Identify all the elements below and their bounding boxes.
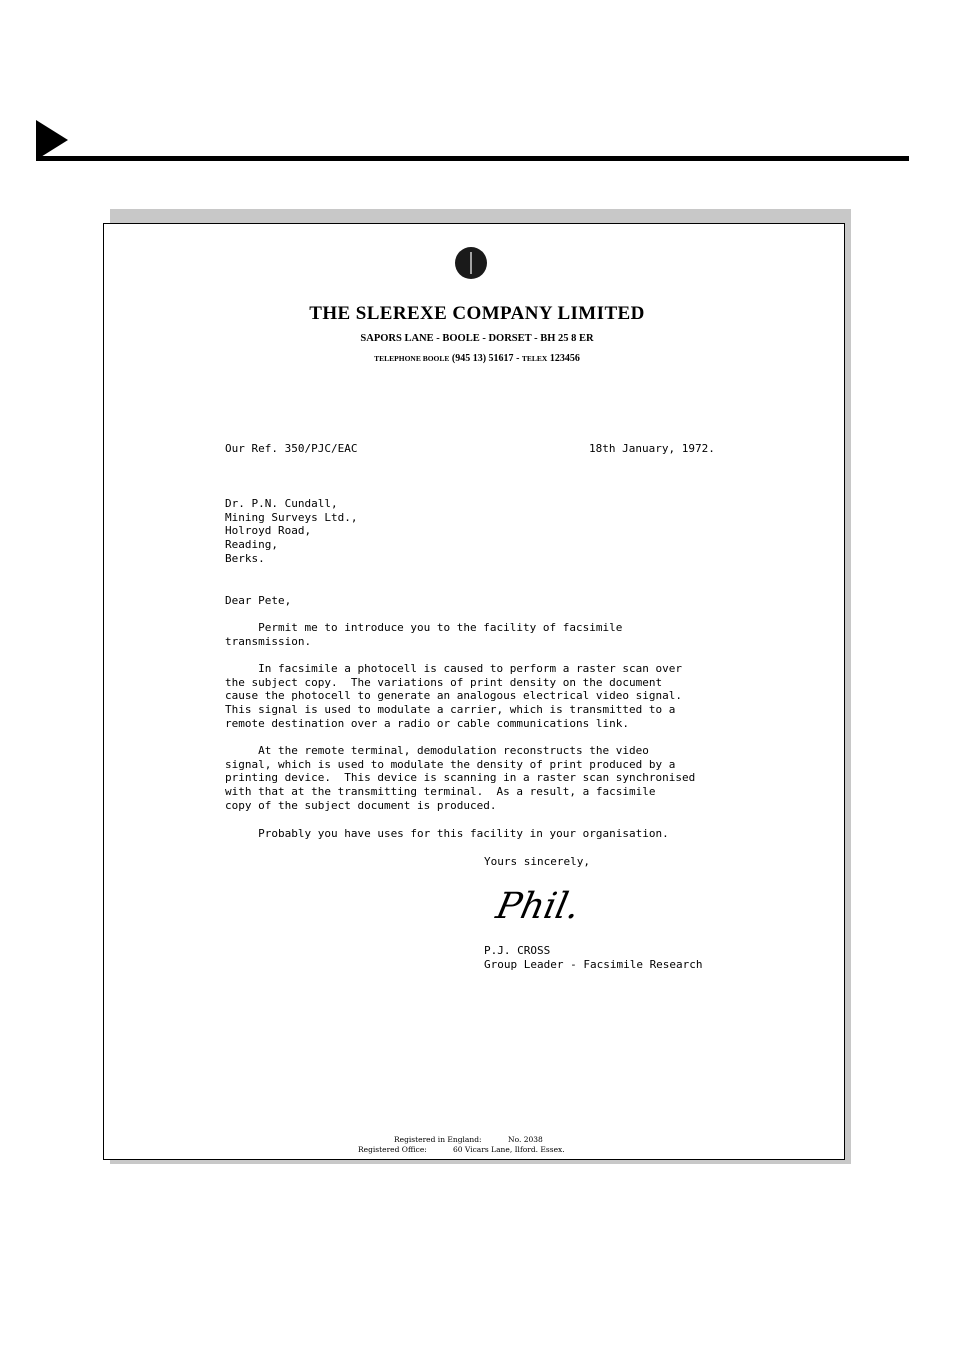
telex-number: 123456 — [549, 353, 580, 364]
address-line: Mining Surveys Ltd., — [225, 510, 358, 524]
reference: Our Ref. 350/PJC/EAC — [225, 442, 358, 455]
paragraph-line: transmission. — [225, 634, 312, 648]
header-rule — [36, 156, 909, 161]
address-line: Berks. — [225, 551, 265, 565]
paragraph-line: printing device. This device is scanning in a raster scan synchronised — [225, 771, 696, 785]
footer-registration-label: Registered in England: — [394, 1135, 482, 1144]
recipient-address — [225, 497, 357, 566]
paragraph-3 — [225, 744, 695, 813]
closing: Yours sincerely, — [484, 855, 590, 868]
telephone-label: TELEPHONE BOOLE — [374, 354, 450, 363]
company-name: THE SLEREXE COMPANY LIMITED — [309, 303, 645, 324]
paragraph-2 — [225, 662, 682, 731]
telex-label: TELEX — [521, 354, 548, 363]
paragraph-4: Probably you have uses for this facility in your organisation. — [225, 827, 669, 840]
footer-office-address: 60 Vicars Lane, Ilford. Essex. — [453, 1145, 565, 1154]
paragraph-line: copy of the subject document is produced. — [225, 798, 497, 812]
paragraph-line: At the remote terminal, demodulation reconstructs the video — [225, 744, 649, 757]
signer-title: Group Leader - Facsimile Research — [484, 958, 703, 971]
letter-date: 18th January, 1972. — [589, 442, 715, 455]
paragraph-line: This signal is used to modulate a carrier, which is transmitted to a — [225, 703, 676, 717]
salutation: Dear Pete, — [225, 594, 292, 607]
company-logo-icon — [455, 247, 487, 279]
address-line: Reading, — [225, 538, 278, 552]
footer-registration-number: No. 2038 — [508, 1135, 543, 1144]
paragraph-1 — [225, 621, 622, 648]
paragraph-line: the subject copy. The variations of print density on the document — [225, 675, 663, 689]
company-address: SAPORS LANE - BOOLE - DORSET - BH 25 8 ER — [360, 333, 594, 344]
section-arrow-icon — [36, 120, 68, 160]
address-line: Dr. P.N. Cundall, — [225, 497, 338, 510]
paragraph-line: Permit me to introduce you to the facility of facsimile — [225, 621, 623, 634]
handwritten-signature: Phil. — [492, 886, 584, 927]
paragraph-line: signal, which is used to modulate the density of print produced by a — [225, 757, 676, 771]
address-line: Holroyd Road, — [225, 524, 312, 538]
paragraph-line: remote destination over a radio or cable communications link. — [225, 716, 629, 730]
signer-name: P.J. CROSS — [484, 944, 551, 957]
paragraph-line: In facsimile a photocell is caused to perform a raster scan over — [225, 662, 682, 675]
paragraph-line: cause the photocell to generate an analogous electrical video signal. — [225, 689, 682, 703]
footer-office-label: Registered Office: — [358, 1145, 427, 1154]
paragraph-line: with that at the transmitting terminal. As a result, a facsimile — [225, 785, 656, 799]
company-telephone: TELEPHONE BOOLE (945 13) 51617 - TELEX 123456 — [374, 353, 580, 364]
telephone-number: (945 13) 51617 — [451, 353, 514, 364]
